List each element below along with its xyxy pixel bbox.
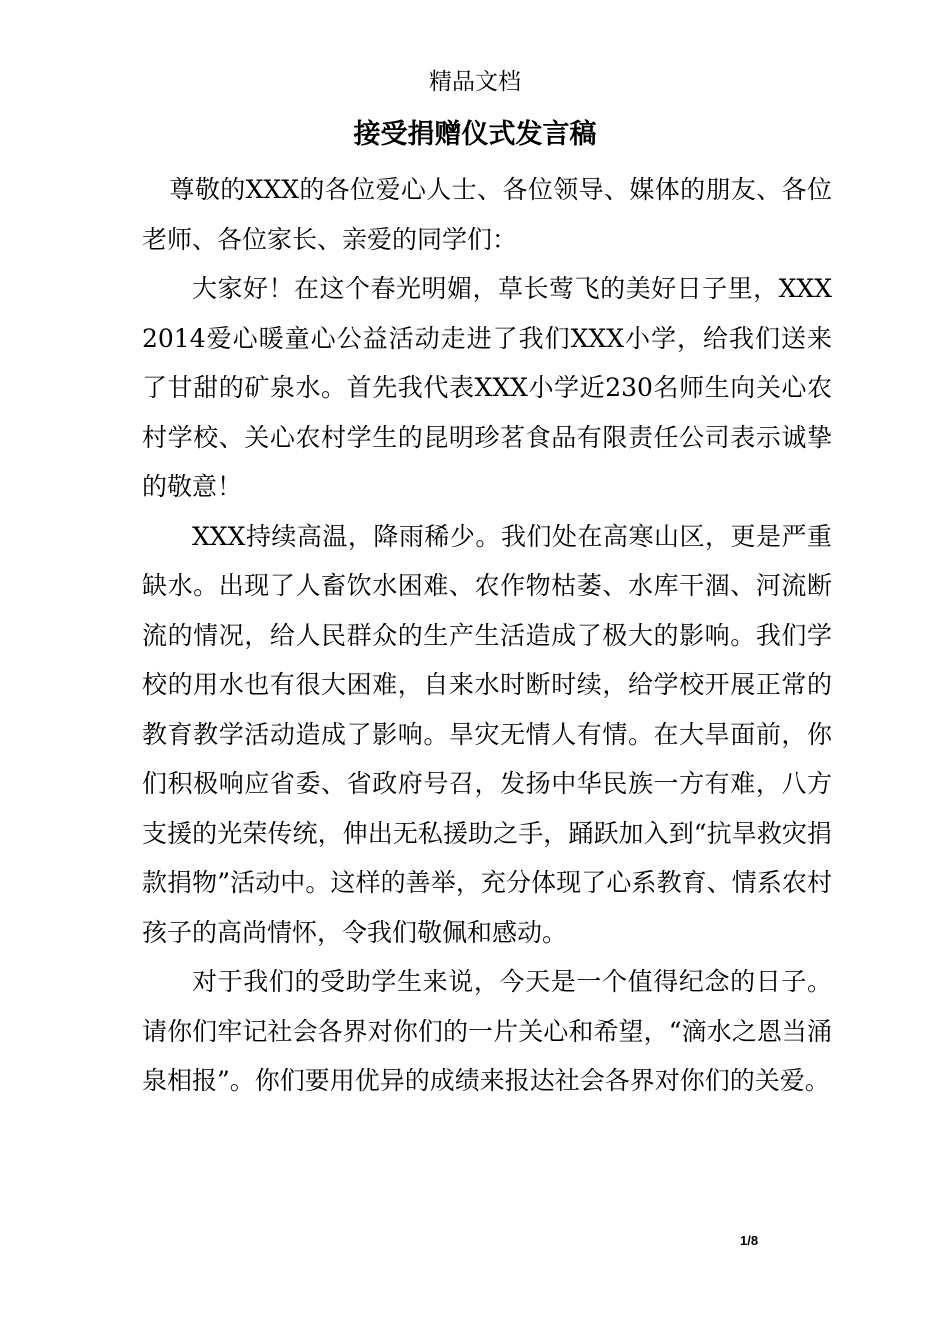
page-header: 精品文档 [429,69,521,95]
paragraph-closing: 对于我们的受助学生来说，今天是一个值得纪念的日子。请你们牢记社会各界对你们的一片关心和希望，“滴水之恩当涌泉相报”。你们要用优异的成绩来报达社会各界对你们的关爱。 [142,967,832,1095]
paragraph-salutation: 尊敬的XXX的各位爱心人士、各位领导、媒体的朋友、各位老师、各位家长、亲爱的同学们： [142,175,832,254]
page-number: 1/8 [740,1233,759,1248]
paragraph-opening: 大家好！在这个春光明媚，草长莺飞的美好日子里，XXX2014爱心暖童心公益活动走进了我们XXX小学，给我们送来了甘甜的矿泉水。首先我代表XXX小学近230名师生向关心农村学校、关心农村学生的昆明珍茗食品有限责任公司表示诚挚的敬意！ [142,274,832,501]
paragraph-drought: XXX持续高温，降雨稀少。我们处在高寒山区，更是严重缺水。出现了人畜饮水困难、农作物枯萎、水库干涸、河流断流的情况，给人民群众的生产生活造成了极大的影响。我们学校的用水也有很大困难，自来水时断时续，给学校开展正常的教育教学活动造成了影响。旱灾无情人有情。在大旱面前，你们积极响应省委、省政府号召，发扬中华民族一方有难，八方支援的光荣传统，伸出无私援助之手，踊跃加入到“抗旱救灾捐款捐物”活动中。这样的善举，充分体现了心系教育、情系农村孩子的高尚情怀，令我们敬佩和感动。 [142,521,832,947]
document-body [142,165,832,1106]
document-title: 接受捐赠仪式发言稿 [353,119,597,150]
